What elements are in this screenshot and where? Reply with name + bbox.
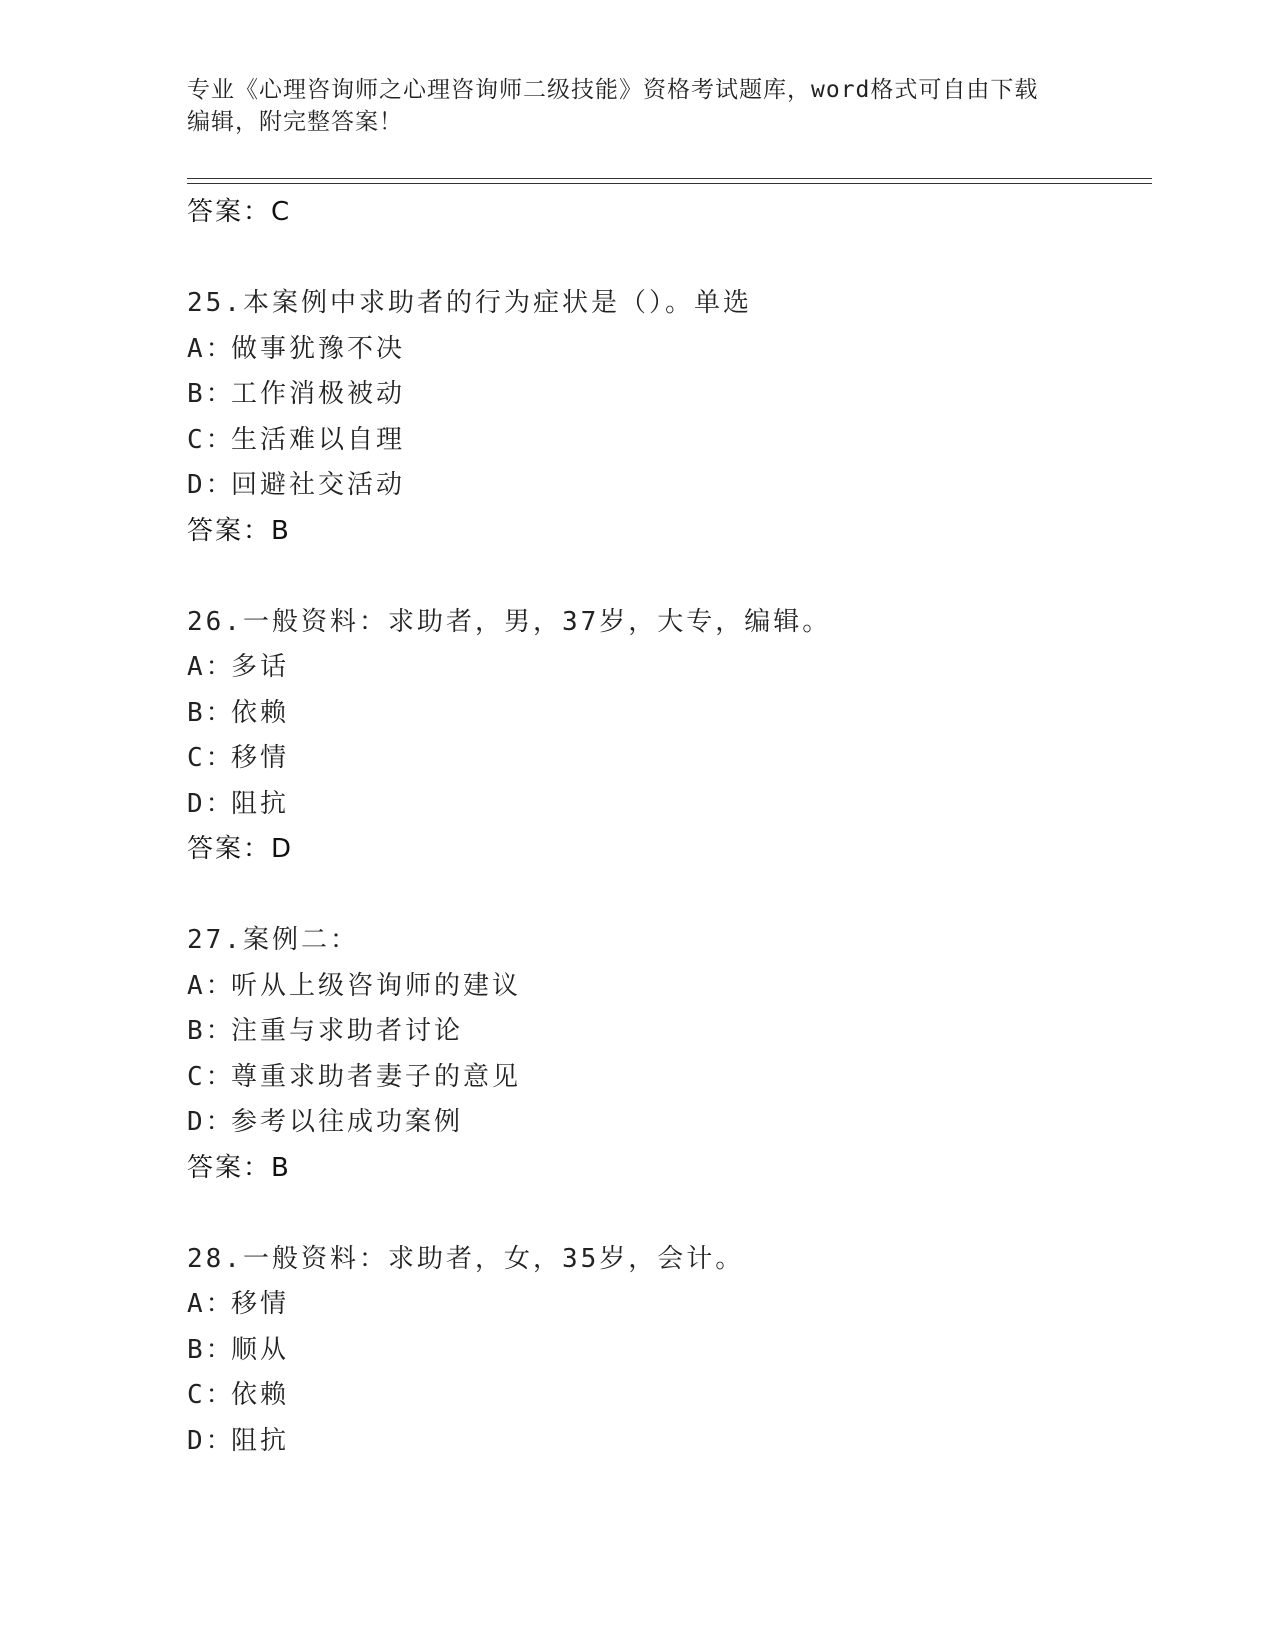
option-a	[187, 645, 1147, 691]
option-key: D：	[187, 470, 235, 500]
option-c	[187, 736, 1147, 782]
question-block	[187, 600, 1147, 873]
option-text: 顺从	[231, 1334, 290, 1365]
spacer	[187, 1191, 1147, 1237]
option-a	[187, 964, 1147, 1010]
question-stem: 26.一般资料：求助者，男，37岁，大专，编辑。	[187, 606, 832, 637]
header-line-1: 专业《心理咨询师之心理咨询师二级技能》资格考试题库，word格式可自由下载	[187, 77, 1039, 103]
option-key: B：	[187, 379, 235, 409]
option-text: 生活难以自理	[231, 424, 406, 455]
option-text: 阻抗	[231, 1425, 290, 1456]
option-text: 工作消极被动	[231, 379, 406, 409]
option-key: C：	[187, 743, 235, 773]
question-block	[187, 281, 1147, 554]
option-c	[187, 1055, 1147, 1101]
question-block	[187, 918, 1147, 1191]
option-text: 尊重求助者妻子的意见	[231, 1061, 522, 1092]
option-b	[187, 691, 1147, 737]
answer-line: 答案：D	[187, 834, 294, 864]
option-key: A：	[187, 333, 235, 364]
question-stem: 28.一般资料：求助者，女，35岁，会计。	[187, 1243, 745, 1274]
answer-line: 答案：C	[187, 197, 292, 227]
header-line-2: 编辑，附完整答案！	[187, 109, 403, 135]
option-key: A：	[187, 970, 235, 1001]
option-b	[187, 1009, 1147, 1055]
answer-line: 答案：B	[187, 515, 291, 546]
option-c	[187, 418, 1147, 464]
option-text: 回避社交活动	[231, 470, 406, 500]
question-list	[187, 190, 1147, 1464]
option-c	[187, 1373, 1147, 1419]
option-d	[187, 782, 1147, 828]
option-d	[187, 1100, 1147, 1146]
option-key: B：	[187, 697, 235, 728]
option-b	[187, 1328, 1147, 1374]
option-d	[187, 1419, 1147, 1465]
spacer	[187, 873, 1147, 919]
option-key: B：	[187, 1334, 235, 1365]
question-stem: 27.案例二：	[187, 925, 359, 955]
question-block	[187, 1237, 1147, 1465]
option-d	[187, 463, 1147, 509]
option-text: 移情	[231, 1289, 290, 1319]
spacer	[187, 236, 1147, 282]
option-text: 听从上级咨询师的建议	[231, 970, 522, 1001]
option-text: 移情	[231, 743, 290, 773]
option-key: A：	[187, 1289, 235, 1319]
option-key: C：	[187, 424, 235, 455]
option-key: A：	[187, 652, 235, 682]
option-text: 做事犹豫不决	[231, 333, 406, 364]
option-key: D：	[187, 1107, 235, 1137]
option-key: C：	[187, 1061, 235, 1092]
option-text: 多话	[231, 652, 290, 682]
option-text: 参考以往成功案例	[231, 1107, 464, 1137]
answer-line: 答案：B	[187, 1152, 291, 1183]
option-b	[187, 372, 1147, 418]
option-text: 依赖	[231, 1380, 290, 1410]
question-stem: 25.本案例中求助者的行为症状是（）。单选	[187, 288, 752, 318]
header-divider-top	[187, 178, 1152, 179]
option-key: B：	[187, 1016, 235, 1046]
option-key: C：	[187, 1380, 235, 1410]
option-text: 注重与求助者讨论	[231, 1016, 464, 1046]
option-key: D：	[187, 788, 235, 819]
option-key: D：	[187, 1425, 235, 1456]
spacer	[187, 554, 1147, 600]
option-a	[187, 1282, 1147, 1328]
document-header	[187, 74, 1067, 138]
option-a	[187, 327, 1147, 373]
option-text: 依赖	[231, 697, 290, 728]
header-divider-bottom	[187, 183, 1152, 184]
option-text: 阻抗	[231, 788, 290, 819]
